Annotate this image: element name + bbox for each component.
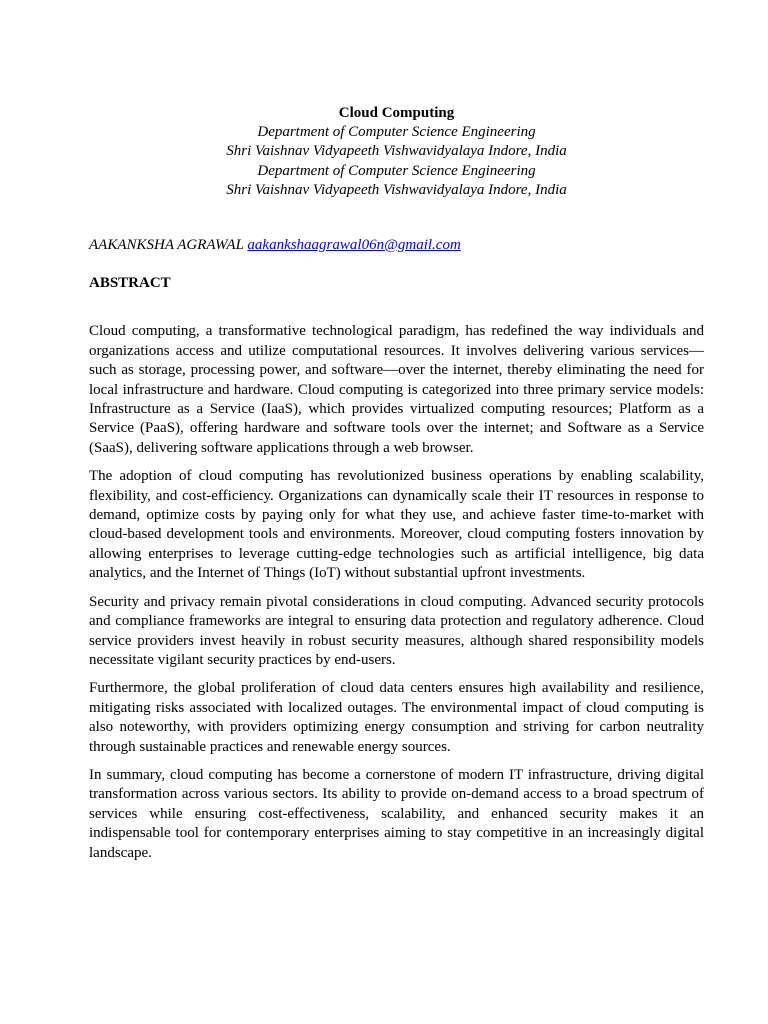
abstract-paragraph-5: In summary, cloud computing has become a cornerstone of modern IT infrastructure, driving digital transformation across various sectors. Its ability to provide on-demand access to a broad spectrum of services while ensuring cost-effectiveness, scalability, and enhanced security makes it an indispensable tool for contemporary enterprises aiming to stay competitive in an increasingly digital landscape. [89, 766, 704, 861]
abstract-heading: ABSTRACT [89, 275, 171, 292]
title-block [89, 104, 704, 200]
affiliation-department-1: Department of Computer Science Engineering [257, 124, 536, 141]
abstract-paragraph-1: Cloud computing, a transformative technological paradigm, has redefined the way individuals and organizations access and utilize computational resources. It involves delivering various services—such as storage, processing power, and software—over the internet, thereby eliminating the need for local infrastructure and hardware. Cloud computing is categorized into three primary service models: Infrastructure as a Service (IaaS), which provides virtualized computing resources; Platform as a Service (PaaS), offering hardware and software tools over the internet; and Software as a Service (SaaS), delivering software applications through a web browser. [89, 323, 704, 456]
affiliation-department-2: Department of Computer Science Engineering [257, 162, 536, 179]
abstract-paragraph-4: Furthermore, the global proliferation of cloud data centers ensures high availability and resilience, mitigating risks associated with localized outages. The environmental impact of cloud computing is also noteworthy, with providers optimizing energy consumption and striving for carbon neutrality through sustainable practices and renewable energy sources. [89, 680, 704, 755]
author-email-link[interactable]: aakankshaagrawal06n@gmail.com [247, 237, 461, 254]
document-page [89, 104, 704, 872]
abstract-paragraph-3: Security and privacy remain pivotal considerations in cloud computing. Advanced security protocols and compliance frameworks are integral to ensuring data protection and regulatory adherence. Cloud service providers invest heavily in robust security measures, although shared responsibility models necessitate vigilant security practices by end-users. [89, 593, 704, 668]
abstract-paragraph-2: The adoption of cloud computing has revolutionized business operations by enabling scalability, flexibility, and cost-efficiency. Organizations can dynamically scale their IT resources in response to demand, optimize costs by paying only for what they use, and achieve faster time-to-market with cloud-based development tools and environments. Moreover, cloud computing fosters innovation by allowing enterprises to leverage cutting-edge technologies such as artificial intelligence, big data analytics, and the Internet of Things (IoT) without substantial upfront investments. [89, 468, 704, 582]
author-name: AAKANKSHA AGRAWAL [89, 237, 244, 254]
affiliation-institution-1: Shri Vaishnav Vidyapeeth Vishwavidyalaya Indore, India [226, 143, 567, 160]
paper-title: Cloud Computing [338, 105, 455, 121]
author-line [89, 236, 704, 255]
abstract-body [89, 322, 704, 863]
affiliation-institution-2: Shri Vaishnav Vidyapeeth Vishwavidyalaya Indore, India [226, 181, 567, 198]
